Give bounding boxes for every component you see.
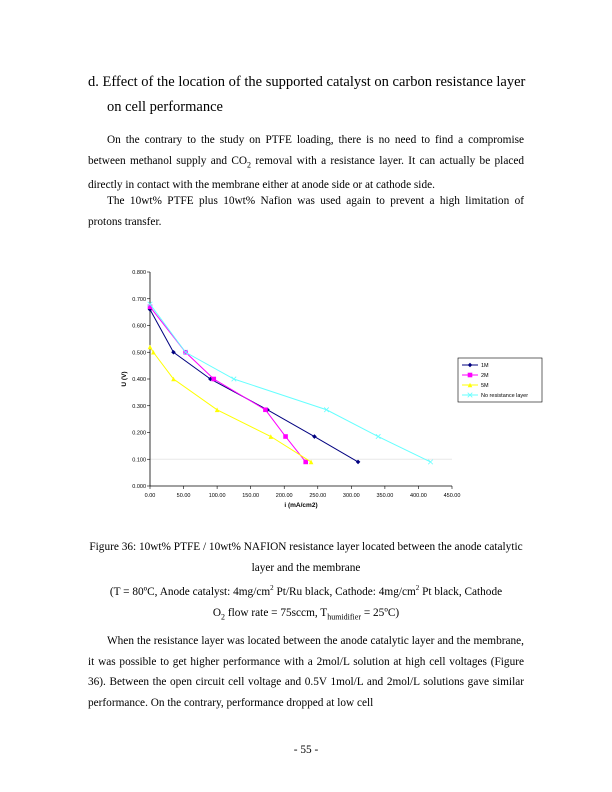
data-point-no-resistance-layer <box>232 377 237 382</box>
co2-subscript: 2 <box>247 159 252 169</box>
x-tick-label: 50.00 <box>176 493 191 499</box>
series-line-5m <box>150 347 311 462</box>
figure-caption-title: Figure 36: 10wt% PTFE / 10wt% NAFION resistance layer located between the anode catalytic layer and the membrane <box>89 541 523 574</box>
data-point-2m <box>303 460 308 465</box>
data-point-2m <box>211 377 216 382</box>
caption-cond-b: Pt/Ru black, Cathode: 4mg/cm <box>273 585 416 598</box>
x-tick-label: 250.00 <box>309 493 327 499</box>
series-no-resistance-layer <box>148 302 433 464</box>
caption-cond-d: O <box>212 606 222 619</box>
series-5m <box>148 345 314 465</box>
data-point-no-resistance-layer <box>428 460 433 465</box>
figure-36-chart <box>116 262 546 524</box>
x-tick-label: 350.00 <box>376 493 394 499</box>
series-line-2m <box>150 307 306 462</box>
legend-label-no-resistance-layer: No resistance layer <box>481 393 529 399</box>
caption-cond-a: (T = 80ºC, Anode catalyst: 4mg/cm <box>109 585 271 598</box>
caption-sub-2: humidifier <box>327 612 361 622</box>
figure-caption-conditions <box>88 578 524 627</box>
caption-cond-c: Pt black, Cathode <box>419 585 503 598</box>
heading-line-1: d. Effect of the location of the supported catalyst on carbon resistance layer <box>88 74 526 90</box>
y-tick-label: 0.000 <box>132 484 146 490</box>
y-tick-label: 0.300 <box>132 403 146 410</box>
x-tick-label: 450.00 <box>443 493 461 499</box>
heading-line-2: on cell performance <box>107 99 223 115</box>
y-tick-label: 0.600 <box>132 323 146 330</box>
caption-sup-1: 2 <box>270 584 274 592</box>
y-tick-label: 0.400 <box>132 377 146 383</box>
legend <box>458 358 542 402</box>
x-tick-label: 200.00 <box>275 493 293 499</box>
y-axis-label: U (V) <box>121 371 128 387</box>
data-point-1m <box>356 460 361 465</box>
x-axis-label: i (mA/cm2) <box>284 502 318 509</box>
x-tick-label: 150.00 <box>242 493 260 499</box>
data-point-1m <box>312 434 317 439</box>
paragraph-3: When the resistance layer was located between the anode catalytic layer and the membrane, it was possible to get higher performance with a 2mol/L solution at high cell voltages (Figure 36). Between the open circuit cell voltage and 0.5V 1mol/L and 2mol/L solutions gave similar performance. On the contrary, performance dropped at low cell <box>88 635 524 709</box>
series-line-no-resistance-layer <box>150 304 431 462</box>
caption-cond-f: = 25ºC) <box>361 606 400 619</box>
data-point-5m <box>269 434 274 439</box>
data-point-2m <box>283 434 288 439</box>
paragraph-1-part-1: On the contrary to the study on PTFE loading, there is no need to find a compromise between methanol supply and CO <box>88 134 524 167</box>
y-tick-label: 0.500 <box>132 350 146 357</box>
legend-label-5m: 5M <box>481 383 489 389</box>
legend-label-2m: 2M <box>481 373 489 379</box>
legend-label-1m: 1M <box>481 363 489 369</box>
x-tick-label: 0.00 <box>144 493 156 499</box>
data-point-no-resistance-layer <box>376 434 381 439</box>
x-tick-label: 400.00 <box>410 493 427 499</box>
data-point-2m <box>263 407 268 412</box>
x-tick-label: 100.00 <box>208 493 226 499</box>
paragraph-1 <box>88 130 524 196</box>
series-2m <box>148 304 308 464</box>
caption-cond-e: flow rate = 75sccm, T <box>225 606 328 619</box>
y-tick-label: 0.700 <box>132 296 146 303</box>
paragraph-1-part-2: removal with a resistance layer. It can actually be placed directly in contact with the membrane either at anode side or at cathode side. <box>88 154 525 192</box>
x-tick-label: 300.00 <box>342 493 360 499</box>
paragraph-2: The 10wt% PTFE plus 10wt% Nafion was used again to prevent a high limitation of protons transfer. <box>88 195 524 228</box>
legend-marker-2m <box>468 373 473 378</box>
y-tick-label: 0.200 <box>132 430 146 437</box>
data-point-no-resistance-layer <box>324 407 329 412</box>
page-number: - 55 - <box>293 744 319 756</box>
data-point-5m <box>309 460 314 465</box>
caption-sup-2: 2 <box>415 584 420 592</box>
caption-sub-1: 2 <box>221 612 226 622</box>
data-point-5m <box>151 350 156 355</box>
y-tick-label: 0.100 <box>132 457 146 464</box>
data-point-5m <box>148 345 153 350</box>
section-heading <box>88 70 528 120</box>
y-tick-label: 0.800 <box>132 270 146 276</box>
